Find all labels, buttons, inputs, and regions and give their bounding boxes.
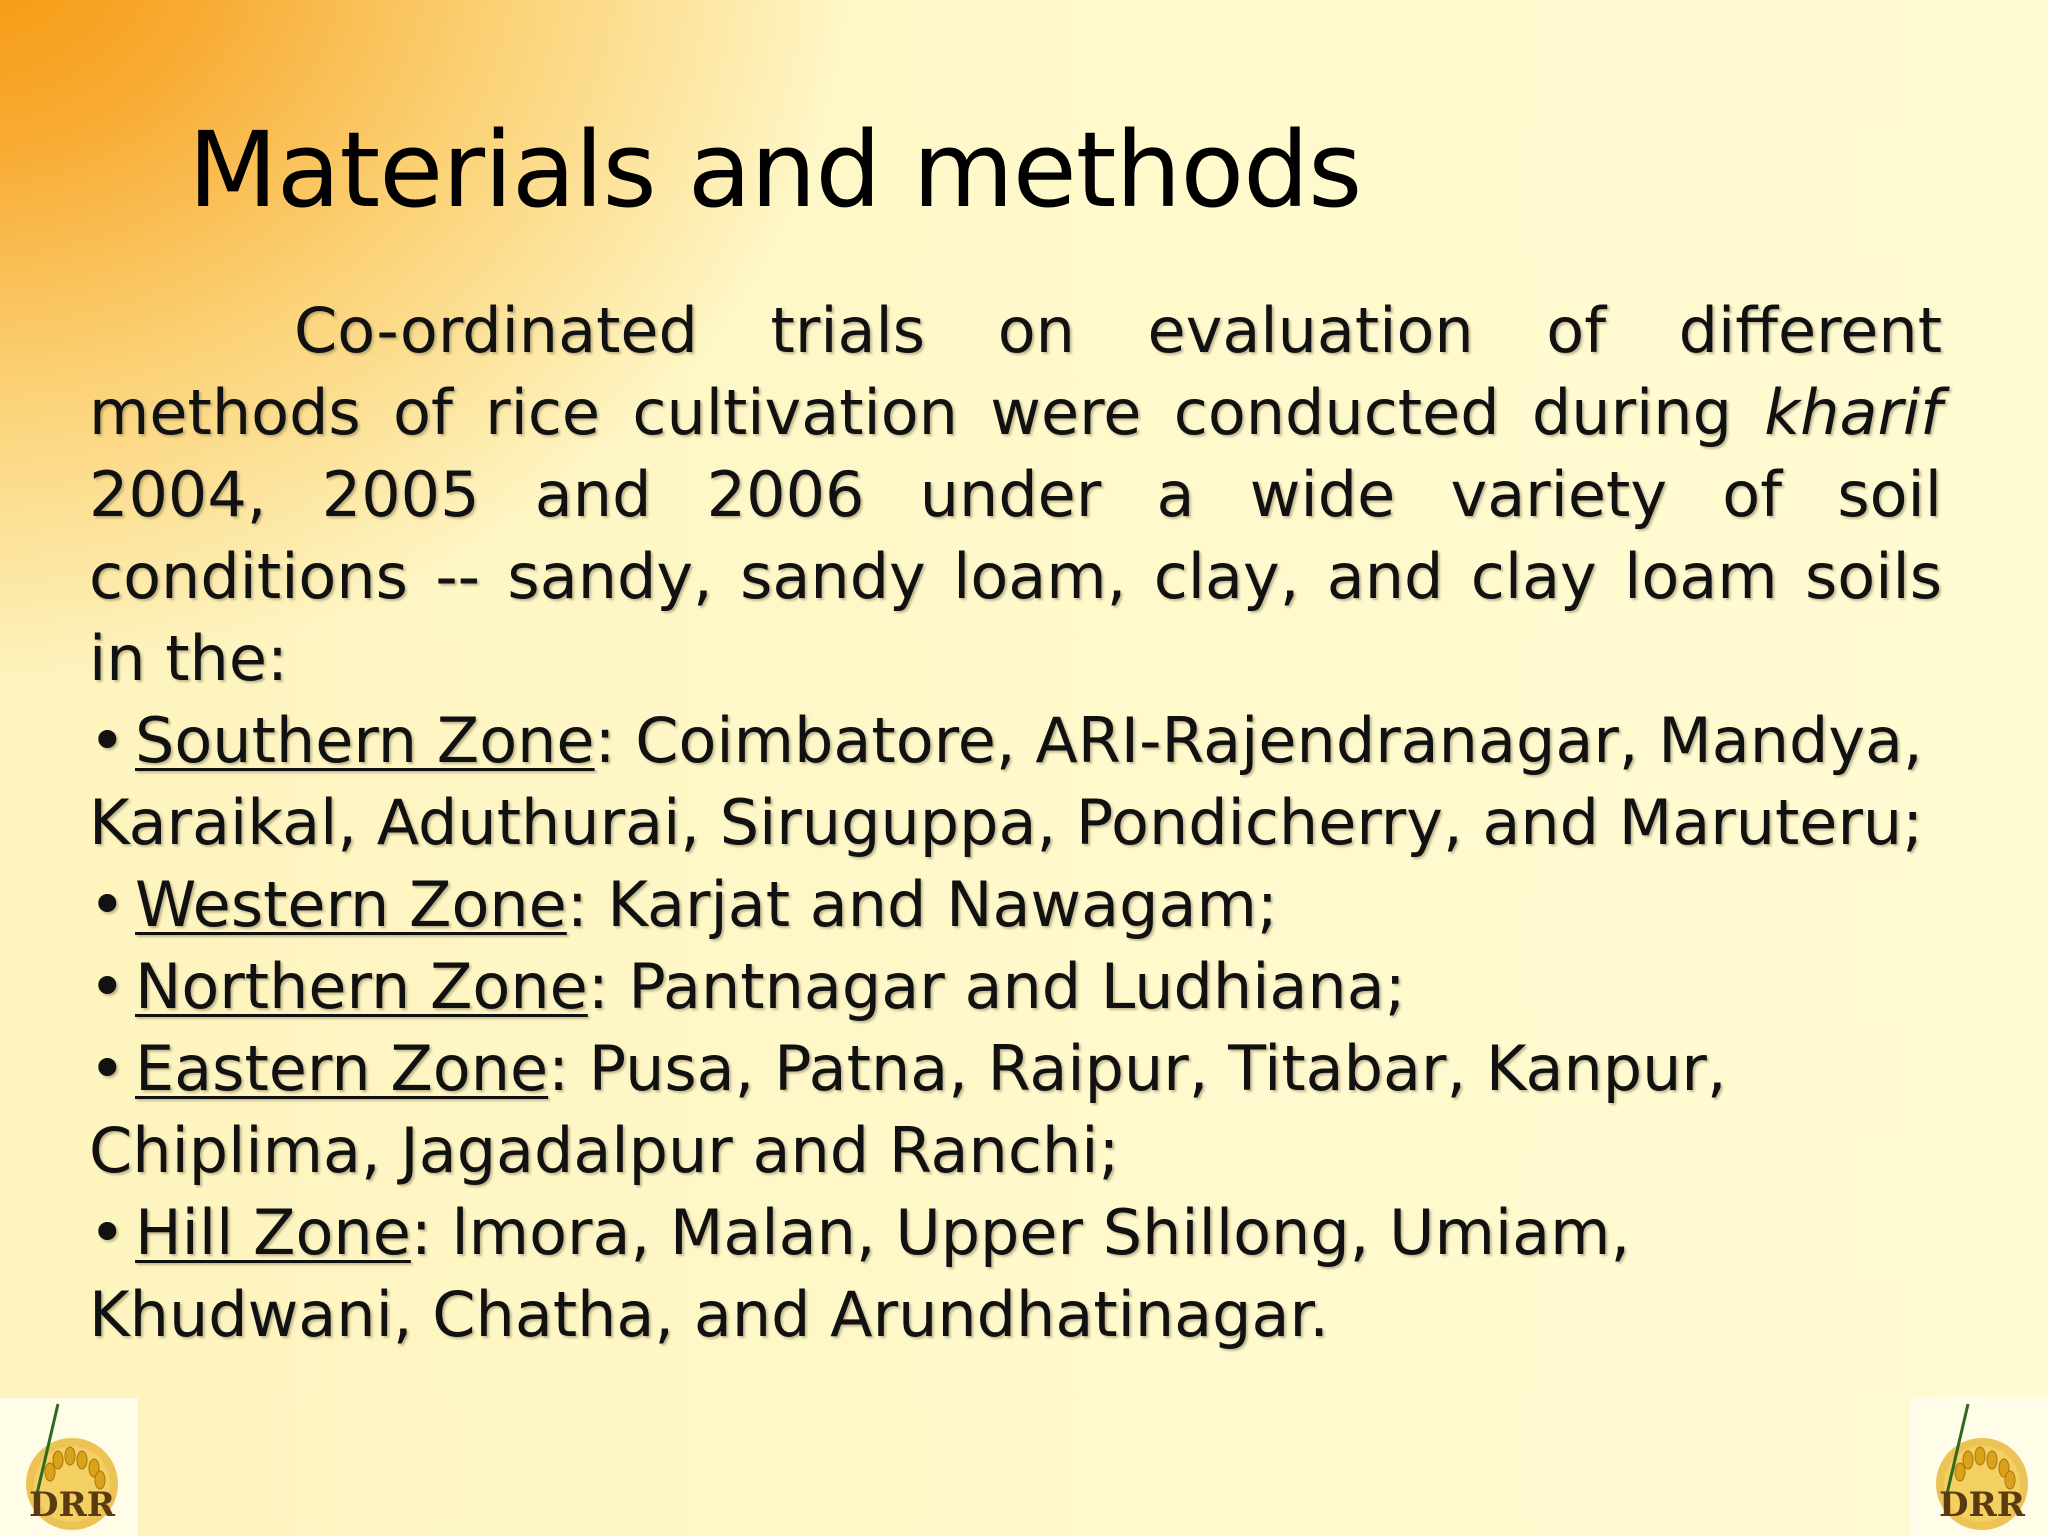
drr-logo-left [0, 1398, 138, 1536]
zone-sites: : Coimbatore, ARI-Rajendranagar, Mandya, Karaikal, Aduthurai, Siruguppa, Pondicherry, and Maruteru; [89, 704, 1924, 859]
bullet-icon: • [89, 1196, 126, 1269]
zone-name: Hill Zone [135, 1196, 411, 1269]
season-term: kharif [1764, 376, 1942, 449]
slide-title: Materials and methods [188, 109, 1362, 231]
zone-item [89, 700, 1942, 864]
zone-name: Northern Zone [135, 950, 588, 1023]
bullet-icon: • [89, 868, 126, 941]
zone-item [89, 1028, 1942, 1192]
zone-sites: : Karjat and Nawagam; [566, 868, 1278, 941]
zone-name: Eastern Zone [135, 1032, 549, 1105]
logo-text: DRR [1939, 1485, 2025, 1525]
zone-item [89, 864, 1942, 946]
slide-body [89, 290, 1942, 1356]
zone-sites: : lmora, Malan, Upper Shillong, Umiam, Khudwani, Chatha, and Arundhatinagar. [89, 1196, 1631, 1351]
zone-item [89, 1192, 1942, 1356]
zone-name: Southern Zone [135, 704, 595, 777]
zone-sites: : Pusa, Patna, Raipur, Titabar, Kanpur, Chiplima, Jagadalpur and Ranchi; [89, 1032, 1727, 1187]
drr-logo-right [1910, 1398, 2048, 1536]
zone-sites: : Pantnagar and Ludhiana; [587, 950, 1406, 1023]
drr-logo-icon [0, 1398, 138, 1536]
zone-name: Western Zone [135, 868, 567, 941]
logo-text: DRR [29, 1485, 115, 1525]
drr-logo-icon [1910, 1398, 2048, 1536]
bullet-icon: • [89, 950, 126, 1023]
zone-item [89, 946, 1942, 1028]
bullet-icon: • [89, 1032, 126, 1105]
intro-text-after: 2004, 2005 and 2006 under a wide variety of soil conditions -- sandy, sandy loam, clay, and clay loam soils in the: [89, 458, 1942, 695]
intro-text-before: Co-ordinated trials on evaluation of different methods of rice cultivation were conducted during [89, 294, 1942, 449]
intro-paragraph [89, 290, 1942, 700]
bullet-icon: • [89, 704, 126, 777]
